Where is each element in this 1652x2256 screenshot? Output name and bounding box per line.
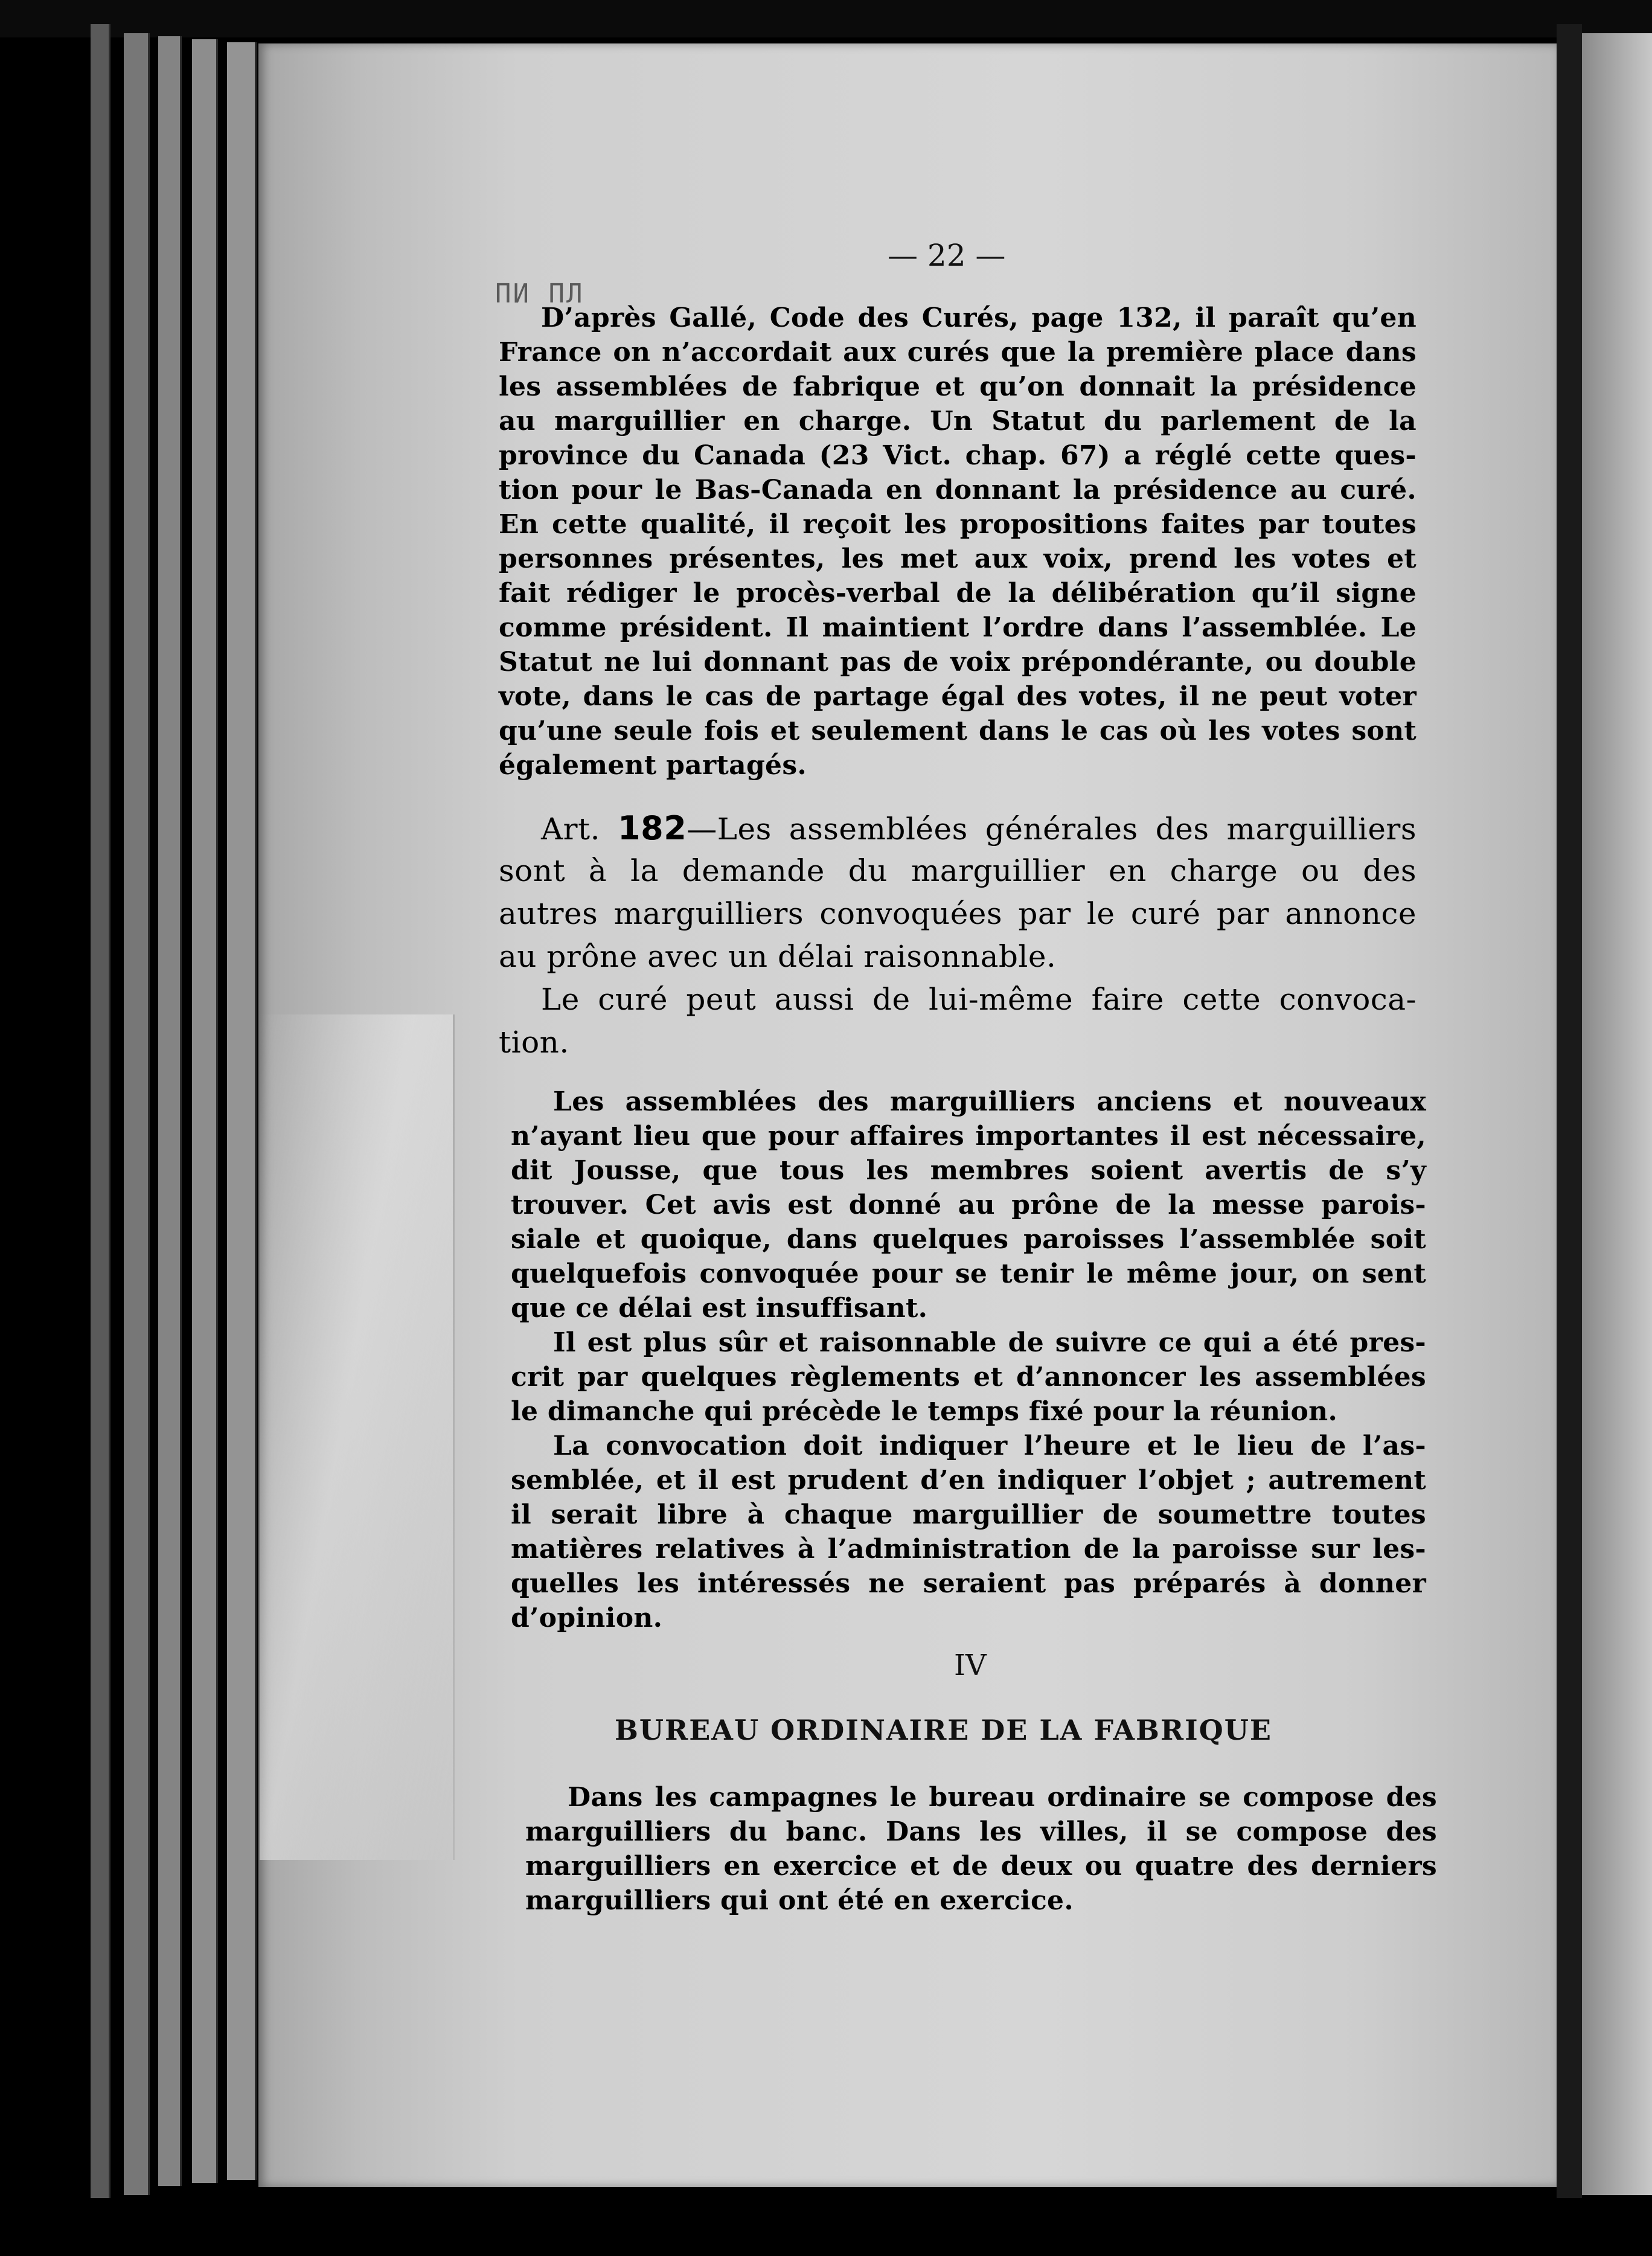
text-line: également partagés. xyxy=(499,750,807,781)
page-edge xyxy=(227,42,257,2180)
text-line: province du Canada (23 Vict. chap. 67) a réglé cette ques- xyxy=(499,440,1417,471)
text-line: marguilliers qui ont été en exercice. xyxy=(525,1885,1074,1916)
library-stamp: ПИ ПЛ xyxy=(495,278,584,309)
text-line: France on n’accordait aux curés que la première place dans xyxy=(499,337,1417,368)
commentary-paragraph-3 xyxy=(525,1780,1437,1918)
text-line: il serait libre à chaque marguillier de soumettre toutes xyxy=(511,1499,1426,1530)
text-line: tion. xyxy=(499,1025,569,1060)
text-line: qu’une seule fois et seulement dans le cas où les votes sont xyxy=(499,716,1417,746)
text-line: quelles les intéressés ne seraient pas préparés à donner xyxy=(511,1568,1426,1599)
text-line: matières relatives à l’administration de la paroisse sur les- xyxy=(511,1534,1426,1565)
text-line: les assemblées de fabrique et qu’on donnait la présidence xyxy=(499,371,1417,402)
text-line: D’après Gallé, Code des Curés, page 132, il paraît qu’en xyxy=(541,303,1417,333)
text-line: marguilliers du banc. Dans les villes, il se compose des xyxy=(525,1816,1437,1847)
article-prefix: Art. xyxy=(541,812,600,847)
text-line: Statut ne lui donnant pas de voix prépondérante, ou double xyxy=(499,647,1417,678)
facing-page-edge xyxy=(1582,33,1652,2195)
text-line: que ce délai est insuffisant. xyxy=(511,1293,928,1324)
text-line: n’ayant lieu que pour affaires importantes il est nécessaire, xyxy=(511,1121,1426,1152)
text-line: Les assemblées des marguilliers anciens et nouveaux xyxy=(553,1086,1426,1117)
text-line: marguilliers en exercice et de deux ou quatre des derniers xyxy=(525,1851,1437,1882)
text-line: trouver. Cet avis est donné au prône de la messe parois- xyxy=(511,1190,1426,1220)
text-line: Dans les campagnes le bureau ordinaire se compose des xyxy=(568,1782,1437,1813)
text-line: d’opinion. xyxy=(511,1603,663,1633)
text-line: Le curé peut aussi de lui-même faire cette convoca- xyxy=(541,982,1417,1017)
text-line: sont à la demande du marguillier en charge ou des xyxy=(499,853,1417,888)
scan-border-top xyxy=(0,0,1652,37)
text-line: tion pour le Bas-Canada en donnant la présidence au curé. xyxy=(499,475,1417,505)
text-line: le dimanche qui précède le temps fixé pour la réunion. xyxy=(511,1396,1338,1427)
text-line: crit par quelques règlements et d’annoncer les assemblées xyxy=(511,1362,1426,1392)
article-number: 182 xyxy=(618,809,687,847)
binding-gutter xyxy=(1557,24,1582,2198)
text-line: dit Jousse, que tous les membres soient avertis de s’y xyxy=(511,1155,1426,1186)
page-edge xyxy=(91,24,110,2198)
article-first-line: —Les assemblées générales des marguilliers xyxy=(687,812,1417,847)
section-numeral: IV xyxy=(954,1649,987,1682)
page-edge xyxy=(158,36,182,2186)
page-edge xyxy=(192,39,218,2183)
text-line: vote, dans le cas de partage égal des votes, il ne peut voter xyxy=(499,681,1417,712)
page-edge xyxy=(124,33,150,2195)
text-line: comme président. Il maintient l’ordre dans l’assemblée. Le xyxy=(499,612,1417,643)
text-line: personnes présentes, les met aux voix, prend les votes et xyxy=(499,543,1417,574)
text-line: fait rédiger le procès-verbal de la délibération qu’il signe xyxy=(499,578,1417,609)
text-line: En cette qualité, il reçoit les propositions faites par toutes xyxy=(499,509,1417,540)
text-line: Il est plus sûr et raisonnable de suivre ce qui a été pres- xyxy=(553,1327,1426,1358)
article-heading-line xyxy=(499,807,1417,850)
page-number: — 22 — xyxy=(888,238,1006,273)
text-line: autres marguilliers convoquées par le curé par annonce xyxy=(499,896,1417,931)
section-title: BUREAU ORDINAIRE DE LA FABRIQUE xyxy=(615,1714,1272,1746)
article-182 xyxy=(499,807,1417,1064)
commentary-paragraph-2 xyxy=(511,1085,1426,1635)
text-line: au prône avec un délai raisonnable. xyxy=(499,939,1057,974)
commentary-paragraph-1 xyxy=(499,301,1417,783)
text-line: siale et quoique, dans quelques paroisses l’assemblée soit xyxy=(511,1224,1426,1255)
paper-stain xyxy=(260,1014,455,1860)
text-line: semblée, et il est prudent d’en indiquer l’objet ; autrement xyxy=(511,1465,1426,1496)
text-line: au marguillier en charge. Un Statut du parlement de la xyxy=(499,406,1417,437)
text-line: La convocation doit indiquer l’heure et le lieu de l’as- xyxy=(553,1431,1426,1461)
text-line: quelquefois convoquée pour se tenir le même jour, on sent xyxy=(511,1258,1426,1289)
